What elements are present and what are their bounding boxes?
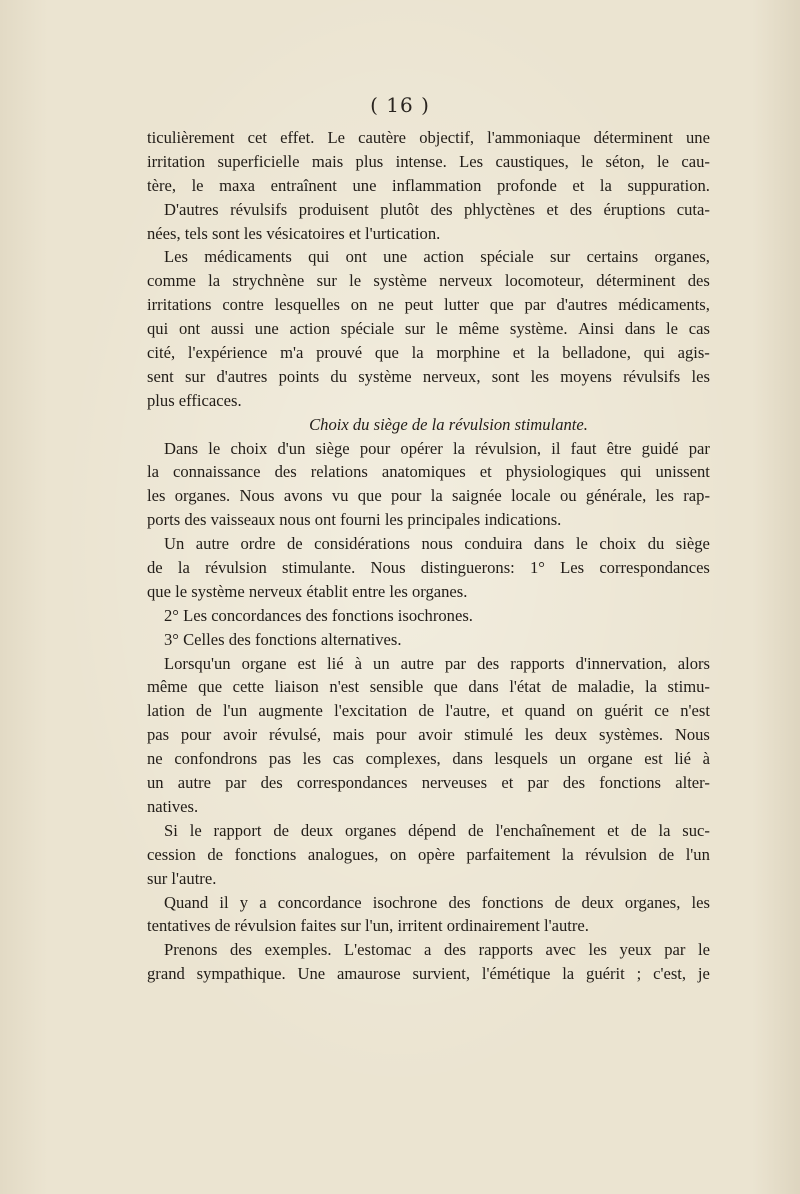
text-line: de la révulsion stimulante. Nous distinguerons: 1° Les correspondances (147, 558, 710, 578)
text-line: cité, l'expérience m'a prouvé que la morphine et la belladone, qui agis- (147, 343, 710, 363)
text-line: Prenons des exemples. L'estomac a des rapports avec les yeux par le (164, 940, 710, 960)
text-line: Dans le choix d'un siège pour opérer la révulsion, il faut être guidé par (164, 438, 710, 458)
text-line: sent sur d'autres points du système nerveux, sont les moyens révulsifs les (147, 366, 710, 386)
text-line: grand sympathique. Une amaurose survient, l'émétique la guérit ; c'est, je (147, 964, 710, 984)
text-line: ports des vaisseaux nous ont fourni les principales indications. (147, 510, 562, 530)
text-line: lation de l'un augmente l'excitation de l'autre, et quand on guérit ce n'est (147, 701, 710, 721)
text-line: Un autre ordre de considérations nous conduira dans le choix du siège (164, 534, 710, 554)
text-line: D'autres révulsifs produisent plutôt des phlyctènes et des éruptions cuta- (164, 199, 710, 219)
text-line: un autre par des correspondances nerveuses et par des fonctions alter- (147, 773, 710, 793)
text-line: 3° Celles des fonctions alternatives. (164, 629, 402, 649)
text-line: tentatives de révulsion faites sur l'un, irritent ordinairement l'autre. (147, 916, 589, 936)
text-line: ticulièrement cet effet. Le cautère objectif, l'ammoniaque déterminent une (147, 128, 710, 147)
text-line: irritation superficielle mais plus intense. Les caustiques, le séton, le cau- (147, 151, 710, 171)
text-line: les organes. Nous avons vu que pour la saignée locale ou générale, les rap- (147, 486, 710, 506)
text-line: irritations contre lesquelles on ne peut lutter que par d'autres médicaments, (147, 295, 710, 315)
text-line: sur l'autre. (147, 868, 217, 888)
text-line: même que cette liaison n'est sensible que dans l'état de maladie, la stimu- (147, 677, 710, 697)
body-text (147, 126, 710, 986)
text-line: qui ont aussi une action spéciale sur le même système. Ainsi dans le cas (147, 319, 710, 339)
text-line: nées, tels sont les vésicatoires et l'urtication. (147, 223, 441, 243)
text-line: 2° Les concordances des fonctions isochrones. (164, 605, 473, 625)
text-line: Quand il y a concordance isochrone des fonctions de deux organes, les (164, 892, 710, 912)
text-line: Les médicaments qui ont une action spéciale sur certains organes, (164, 247, 710, 267)
text-line: Lorsqu'un organe est lié à un autre par des rapports d'innervation, alors (164, 653, 710, 673)
text-line: que le système nerveux établit entre les organes. (147, 581, 468, 601)
section-heading: Choix du siège de la révulsion stimulante. (309, 414, 588, 434)
text-line: la connaissance des relations anatomiques et physiologiques qui unissent (147, 462, 710, 482)
text-line: plus efficaces. (147, 390, 242, 410)
text-line: cession de fonctions analogues, on opère parfaitement la révulsion de l'un (147, 844, 710, 864)
text-line: tère, le maxa entraînent une inflammation profonde et la suppuration. (147, 175, 710, 195)
text-line: pas pour avoir révulsé, mais pour avoir stimulé les deux systèmes. Nous (147, 725, 710, 745)
text-line: ne confondrons pas les cas complexes, dans lesquels un organe est lié à (147, 749, 710, 769)
text-line: comme la strychnène sur le système nerveux locomoteur, déterminent des (147, 271, 710, 291)
page-number: ( 16 ) (370, 93, 430, 117)
text-line: Si le rapport de deux organes dépend de l'enchaînement et de la suc- (164, 820, 710, 840)
text-line: natives. (147, 796, 199, 816)
